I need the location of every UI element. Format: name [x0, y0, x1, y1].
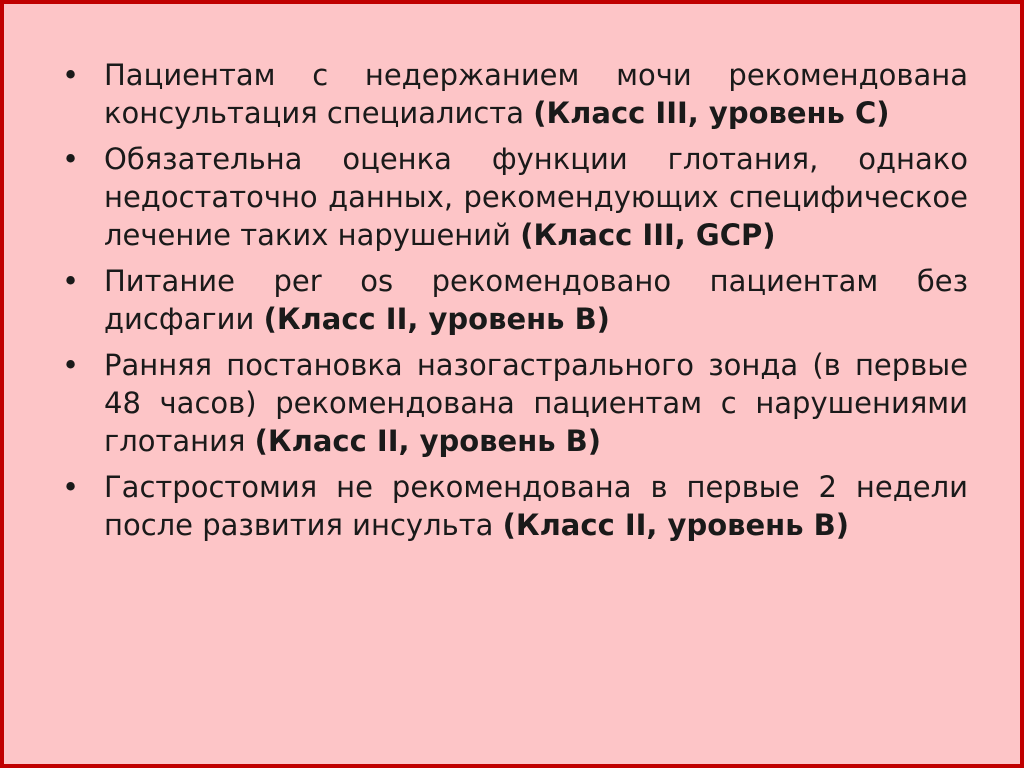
list-item [62, 262, 968, 338]
list-item-text: Гастростомия не рекомендована в первые 2 недели после развития инсульта [104, 470, 968, 542]
list-item-text: Питание per os рекомендовано пациентам без дисфагии [104, 264, 968, 336]
bullet-icon: • [62, 264, 80, 298]
bullet-icon: • [62, 348, 80, 382]
evidence-class-label: (Класс II, уровень В) [254, 424, 602, 458]
list-item [62, 56, 968, 132]
list-item-text: Пациентам с недержанием мочи рекомендована консультация специалиста [104, 58, 968, 130]
evidence-class-label: (Класс III, уровень С) [533, 96, 890, 130]
list-item-text: Ранняя постановка назогастрального зонда (в первые 48 часов) рекомендована пациентам с нарушениями глотания [104, 348, 968, 458]
bullet-icon: • [62, 470, 80, 504]
list-item [62, 346, 968, 460]
evidence-class-label: (Класс III, GCP) [520, 218, 776, 252]
slide [4, 4, 1020, 764]
list-item [62, 140, 968, 254]
bullet-list [62, 56, 968, 552]
evidence-class-label: (Класс II, уровень В) [502, 508, 849, 542]
bullet-icon: • [62, 142, 80, 176]
list-item-text: Обязательна оценка функции глотания, однако недостаточно данных, рекомендующих специфическое лечение таких нарушений [104, 142, 968, 252]
evidence-class-label: (Класс II, уровень В) [263, 302, 610, 336]
list-item [62, 468, 968, 544]
bullet-icon: • [62, 58, 80, 92]
